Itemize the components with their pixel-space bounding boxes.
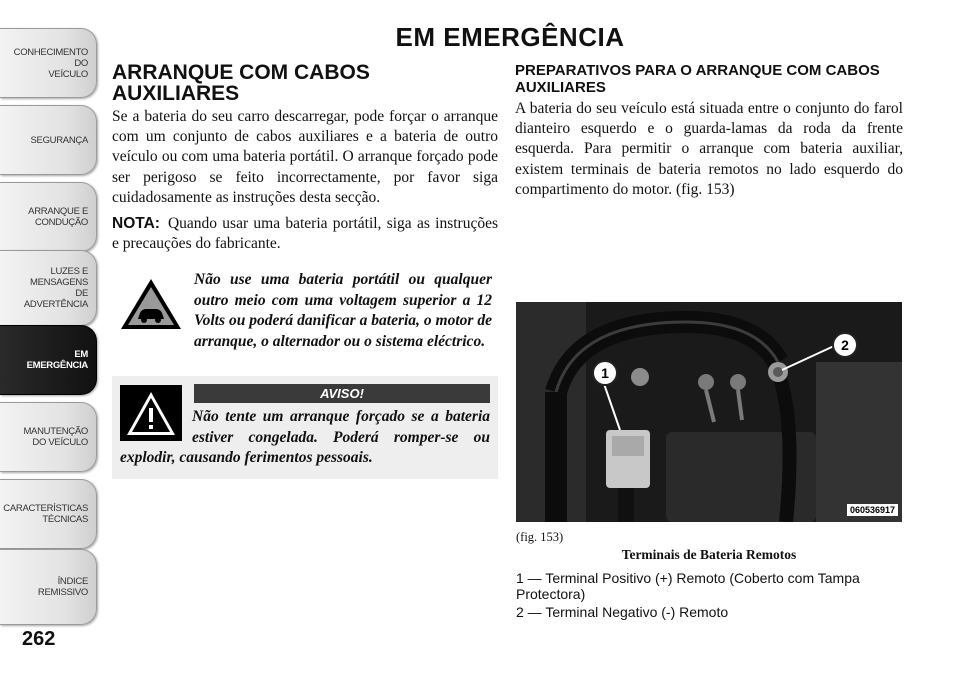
tab-em-emergencia[interactable] [0,325,97,395]
section-title: ARRANQUE COM CABOS AUXILIARES [112,61,370,105]
intro-paragraph: Se a bateria do seu carro descarregar, pode forçar o arranque com um conjunto de cabos auxiliares e a bateria de outro veículo ou com uma bateria portátil. O arranque forçado pode ser perigoso se feito incorrectamente, por favor siga cuidadosamente as instruções desta secção. [112,108,498,206]
aviso-text: Não tente um arranque forçado se a bateria estiver congelada. Poderá romper-se ou explodir, causando ferimentos pessoais. [120,408,490,467]
tab-label: MANUTENÇÃO DO VEÍCULO [23,426,88,448]
tab-manutencao-do-veiculo[interactable] [0,402,97,472]
tab-arranque-e-conducao[interactable] [0,182,97,252]
tab-seguranca[interactable] [0,105,97,175]
tab-label: ÍNDICE REMISSIVO [37,576,88,598]
tab-indice-remissivo[interactable] [0,549,97,625]
battery-terminals-photo [516,302,902,522]
warning-icon [120,385,182,445]
note-text: Quando usar uma bateria portátil, siga as instruções e precauções do fabricante. [112,215,498,253]
figure-caption: Terminais de Bateria Remotos [621,547,797,562]
sub-title: PREPARATIVOS PARA O ARRANQUE COM CABOS AUXILIARES [515,62,880,96]
note-paragraph [112,214,498,254]
car-caution-icon [118,276,184,336]
legend-item-2: 2 — Terminal Negativo (-) Remoto [516,604,729,620]
figure-reference: (fig. 153) [516,530,564,544]
caution-text: Não use uma bateria portátil ou qualquer outro meio com uma voltagem superior a 12 Volts ou poderá danificar a bateria, o motor de arranque, o alternador ou o sistema eléctrico. [194,271,492,350]
aviso-box [112,376,498,479]
tab-conhecimento-do-veiculo[interactable] [0,28,97,98]
tab-label: LUZES E MENSAGENS DE ADVERTÊNCIA [23,266,88,310]
aviso-label: AVISO! [194,384,490,403]
tab-label: CONHECIMENTO DO VEÍCULO [13,46,88,80]
figure-code: 060536917 [847,504,898,516]
caution-box [112,264,498,356]
tab-label: ARRANQUE E CONDUÇÃO [28,206,88,228]
tab-caracteristicas-tecnicas[interactable] [0,479,97,549]
note-label: NOTA: [112,215,160,233]
legend-item-1: 1 — Terminal Positivo (+) Remoto (Coberto com Tampa Protectora) [516,570,860,602]
tab-luzes-e-mensagens[interactable] [0,250,97,326]
callout-1: 1 [592,360,618,386]
figure-legend [516,570,902,622]
right-column [515,62,903,206]
tab-label: SEGURANÇA [30,134,88,146]
page-title: EM EMERGÊNCIA [395,22,625,52]
left-column [112,62,498,479]
tab-label: CARACTERÍSTICAS TÉCNICAS [3,503,88,525]
tab-label: EM EMERGÊNCIA [26,349,88,371]
right-paragraph: A bateria do seu veículo está situada entre o conjunto do farol dianteiro esquerdo e o guarda-lamas da roda da frente esquerda. Para permitir o arranque com bateria auxiliar, existem terminais de bateria remotos no lado esquerdo do compartimento do motor. (fig. 153) [515,100,903,198]
page-number: 262 [22,628,56,650]
callout-2: 2 [832,332,858,358]
